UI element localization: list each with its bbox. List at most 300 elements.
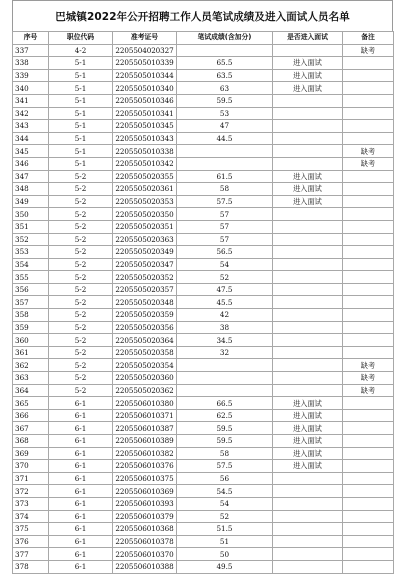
serial-no-cell: 340 bbox=[13, 82, 49, 95]
table-row bbox=[13, 523, 394, 536]
written-score-cell: 56 bbox=[177, 472, 273, 485]
remarks-cell bbox=[343, 510, 394, 523]
ticket-number-cell: 2205505020349 bbox=[113, 246, 177, 259]
written-score-cell: 47 bbox=[177, 120, 273, 133]
written-score-cell: 58 bbox=[177, 447, 273, 460]
serial-no-cell: 344 bbox=[13, 132, 49, 145]
remarks-cell bbox=[343, 422, 394, 435]
serial-no-cell: 375 bbox=[13, 523, 49, 536]
written-score-cell: 51.5 bbox=[177, 523, 273, 536]
results-table bbox=[12, 31, 394, 574]
interview-status-cell bbox=[273, 384, 343, 397]
interview-status-cell bbox=[273, 523, 343, 536]
written-score-cell: 57 bbox=[177, 208, 273, 221]
interview-status-cell bbox=[273, 44, 343, 57]
position-code-cell: 6-1 bbox=[49, 409, 113, 422]
interview-status-cell: 进入面试 bbox=[273, 460, 343, 473]
ticket-number-cell: 2205506010376 bbox=[113, 460, 177, 473]
remarks-cell bbox=[343, 535, 394, 548]
table-row bbox=[13, 120, 394, 133]
serial-no-cell: 368 bbox=[13, 435, 49, 448]
remarks-cell bbox=[343, 334, 394, 347]
ticket-number-cell: 2205505020352 bbox=[113, 271, 177, 284]
written-score-cell: 58 bbox=[177, 183, 273, 196]
position-code-cell: 5-2 bbox=[49, 233, 113, 246]
ticket-number-cell: 2205505020348 bbox=[113, 296, 177, 309]
header-written-score: 笔试成绩(含加分) bbox=[177, 32, 273, 45]
table-row bbox=[13, 183, 394, 196]
interview-status-cell bbox=[273, 208, 343, 221]
table-row bbox=[13, 283, 394, 296]
position-code-cell: 5-1 bbox=[49, 82, 113, 95]
position-code-cell: 5-2 bbox=[49, 346, 113, 359]
table-row bbox=[13, 220, 394, 233]
table-row bbox=[13, 560, 394, 573]
remarks-cell bbox=[343, 397, 394, 410]
interview-status-cell bbox=[273, 233, 343, 246]
header-interview-status: 是否进入面试 bbox=[273, 32, 343, 45]
interview-status-cell bbox=[273, 220, 343, 233]
position-code-cell: 5-2 bbox=[49, 220, 113, 233]
interview-status-cell bbox=[273, 560, 343, 573]
position-code-cell: 6-1 bbox=[49, 435, 113, 448]
ticket-number-cell: 2205504020327 bbox=[113, 44, 177, 57]
table-header bbox=[13, 32, 394, 45]
remarks-cell bbox=[343, 548, 394, 561]
position-code-cell: 6-1 bbox=[49, 497, 113, 510]
remarks-cell bbox=[343, 523, 394, 536]
serial-no-cell: 351 bbox=[13, 220, 49, 233]
table-row bbox=[13, 447, 394, 460]
table-row bbox=[13, 460, 394, 473]
table-row bbox=[13, 422, 394, 435]
table-row bbox=[13, 472, 394, 485]
remarks-cell: 缺考 bbox=[343, 145, 394, 158]
position-code-cell: 5-1 bbox=[49, 120, 113, 133]
remarks-cell bbox=[343, 472, 394, 485]
table-row bbox=[13, 69, 394, 82]
serial-no-cell: 341 bbox=[13, 94, 49, 107]
written-score-cell: 32 bbox=[177, 346, 273, 359]
interview-status-cell: 进入面试 bbox=[273, 82, 343, 95]
serial-no-cell: 361 bbox=[13, 346, 49, 359]
table-row bbox=[13, 271, 394, 284]
remarks-cell bbox=[343, 485, 394, 498]
position-code-cell: 5-2 bbox=[49, 208, 113, 221]
written-score-cell bbox=[177, 372, 273, 385]
serial-no-cell: 346 bbox=[13, 157, 49, 170]
written-score-cell: 34.5 bbox=[177, 334, 273, 347]
interview-status-cell: 进入面试 bbox=[273, 170, 343, 183]
serial-no-cell: 365 bbox=[13, 397, 49, 410]
table-row bbox=[13, 94, 394, 107]
remarks-cell bbox=[343, 296, 394, 309]
interview-status-cell bbox=[273, 485, 343, 498]
interview-status-cell bbox=[273, 120, 343, 133]
table-row bbox=[13, 548, 394, 561]
remarks-cell bbox=[343, 460, 394, 473]
ticket-number-cell: 2205505010343 bbox=[113, 132, 177, 145]
serial-no-cell: 345 bbox=[13, 145, 49, 158]
interview-status-cell: 进入面试 bbox=[273, 397, 343, 410]
ticket-number-cell: 2205505020363 bbox=[113, 233, 177, 246]
written-score-cell: 65.5 bbox=[177, 57, 273, 70]
ticket-number-cell: 2205505010345 bbox=[113, 120, 177, 133]
serial-no-cell: 359 bbox=[13, 321, 49, 334]
interview-status-cell bbox=[273, 132, 343, 145]
remarks-cell bbox=[343, 220, 394, 233]
table-row bbox=[13, 485, 394, 498]
table-row bbox=[13, 510, 394, 523]
written-score-cell bbox=[177, 359, 273, 372]
table-row bbox=[13, 170, 394, 183]
remarks-cell bbox=[343, 82, 394, 95]
interview-status-cell bbox=[273, 321, 343, 334]
remarks-cell bbox=[343, 170, 394, 183]
ticket-number-cell: 2205506010371 bbox=[113, 409, 177, 422]
table-row bbox=[13, 208, 394, 221]
remarks-cell: 缺考 bbox=[343, 157, 394, 170]
position-code-cell: 4-2 bbox=[49, 44, 113, 57]
ticket-number-cell: 2205505010344 bbox=[113, 69, 177, 82]
written-score-cell: 57.5 bbox=[177, 460, 273, 473]
written-score-cell: 61.5 bbox=[177, 170, 273, 183]
serial-no-cell: 349 bbox=[13, 195, 49, 208]
serial-no-cell: 364 bbox=[13, 384, 49, 397]
interview-status-cell: 进入面试 bbox=[273, 183, 343, 196]
serial-no-cell: 342 bbox=[13, 107, 49, 120]
remarks-cell bbox=[343, 409, 394, 422]
serial-no-cell: 371 bbox=[13, 472, 49, 485]
position-code-cell: 6-1 bbox=[49, 535, 113, 548]
serial-no-cell: 373 bbox=[13, 497, 49, 510]
remarks-cell bbox=[343, 57, 394, 70]
remarks-cell bbox=[343, 258, 394, 271]
remarks-cell bbox=[343, 94, 394, 107]
written-score-cell: 49.5 bbox=[177, 560, 273, 573]
serial-no-cell: 362 bbox=[13, 359, 49, 372]
ticket-number-cell: 2205505010338 bbox=[113, 145, 177, 158]
ticket-number-cell: 2205505020362 bbox=[113, 384, 177, 397]
position-code-cell: 5-2 bbox=[49, 334, 113, 347]
position-code-cell: 6-1 bbox=[49, 460, 113, 473]
ticket-number-cell: 2205506010387 bbox=[113, 422, 177, 435]
ticket-number-cell: 2205505020356 bbox=[113, 321, 177, 334]
position-code-cell: 5-2 bbox=[49, 195, 113, 208]
interview-status-cell bbox=[273, 309, 343, 322]
ticket-number-cell: 2205505020357 bbox=[113, 283, 177, 296]
serial-no-cell: 372 bbox=[13, 485, 49, 498]
serial-no-cell: 347 bbox=[13, 170, 49, 183]
remarks-cell bbox=[343, 246, 394, 259]
interview-status-cell bbox=[273, 145, 343, 158]
table-body bbox=[13, 44, 394, 573]
interview-status-cell bbox=[273, 258, 343, 271]
serial-no-cell: 343 bbox=[13, 120, 49, 133]
ticket-number-cell: 2205506010369 bbox=[113, 485, 177, 498]
remarks-cell: 缺考 bbox=[343, 372, 394, 385]
header-remarks: 备注 bbox=[343, 32, 394, 45]
written-score-cell: 54.5 bbox=[177, 485, 273, 498]
remarks-cell bbox=[343, 208, 394, 221]
remarks-cell bbox=[343, 560, 394, 573]
remarks-cell: 缺考 bbox=[343, 359, 394, 372]
header-position-code: 职位代码 bbox=[49, 32, 113, 45]
position-code-cell: 6-1 bbox=[49, 523, 113, 536]
table-row bbox=[13, 57, 394, 70]
written-score-cell: 51 bbox=[177, 535, 273, 548]
written-score-cell: 53 bbox=[177, 107, 273, 120]
ticket-number-cell: 2205506010388 bbox=[113, 560, 177, 573]
serial-no-cell: 377 bbox=[13, 548, 49, 561]
written-score-cell: 52 bbox=[177, 510, 273, 523]
remarks-cell bbox=[343, 120, 394, 133]
interview-status-cell bbox=[273, 535, 343, 548]
ticket-number-cell: 2205505020358 bbox=[113, 346, 177, 359]
remarks-cell bbox=[343, 107, 394, 120]
table-row bbox=[13, 246, 394, 259]
position-code-cell: 5-2 bbox=[49, 283, 113, 296]
interview-status-cell bbox=[273, 107, 343, 120]
position-code-cell: 5-2 bbox=[49, 246, 113, 259]
table-row bbox=[13, 497, 394, 510]
table-row bbox=[13, 296, 394, 309]
written-score-cell: 63.5 bbox=[177, 69, 273, 82]
ticket-number-cell: 2205506010368 bbox=[113, 523, 177, 536]
written-score-cell: 57.5 bbox=[177, 195, 273, 208]
serial-no-cell: 374 bbox=[13, 510, 49, 523]
written-score-cell: 42 bbox=[177, 309, 273, 322]
interview-status-cell bbox=[273, 548, 343, 561]
written-score-cell: 57 bbox=[177, 233, 273, 246]
page-title: 巴城镇2022年公开招聘工作人员笔试成绩及进入面试人员名单 bbox=[12, 0, 393, 31]
table-row bbox=[13, 359, 394, 372]
ticket-number-cell: 2205505020355 bbox=[113, 170, 177, 183]
written-score-cell: 63 bbox=[177, 82, 273, 95]
ticket-number-cell: 2205505020354 bbox=[113, 359, 177, 372]
written-score-cell: 54 bbox=[177, 258, 273, 271]
table-row bbox=[13, 258, 394, 271]
interview-status-cell bbox=[273, 359, 343, 372]
serial-no-cell: 352 bbox=[13, 233, 49, 246]
written-score-cell: 66.5 bbox=[177, 397, 273, 410]
table-row bbox=[13, 346, 394, 359]
ticket-number-cell: 2205505020351 bbox=[113, 220, 177, 233]
position-code-cell: 6-1 bbox=[49, 485, 113, 498]
position-code-cell: 6-1 bbox=[49, 548, 113, 561]
ticket-number-cell: 2205505010346 bbox=[113, 94, 177, 107]
serial-no-cell: 339 bbox=[13, 69, 49, 82]
ticket-number-cell: 2205505020350 bbox=[113, 208, 177, 221]
position-code-cell: 6-1 bbox=[49, 472, 113, 485]
position-code-cell: 5-1 bbox=[49, 145, 113, 158]
remarks-cell bbox=[343, 321, 394, 334]
serial-no-cell: 358 bbox=[13, 309, 49, 322]
written-score-cell: 57 bbox=[177, 220, 273, 233]
table-row bbox=[13, 397, 394, 410]
ticket-number-cell: 2205505010341 bbox=[113, 107, 177, 120]
position-code-cell: 5-2 bbox=[49, 384, 113, 397]
ticket-number-cell: 2205506010378 bbox=[113, 535, 177, 548]
position-code-cell: 5-2 bbox=[49, 359, 113, 372]
remarks-cell bbox=[343, 183, 394, 196]
remarks-cell bbox=[343, 271, 394, 284]
remarks-cell bbox=[343, 233, 394, 246]
ticket-number-cell: 2205505020364 bbox=[113, 334, 177, 347]
serial-no-cell: 355 bbox=[13, 271, 49, 284]
ticket-number-cell: 2205505020347 bbox=[113, 258, 177, 271]
position-code-cell: 5-2 bbox=[49, 309, 113, 322]
header-serial-no: 序号 bbox=[13, 32, 49, 45]
interview-status-cell: 进入面试 bbox=[273, 409, 343, 422]
interview-status-cell: 进入面试 bbox=[273, 422, 343, 435]
interview-status-cell bbox=[273, 283, 343, 296]
interview-status-cell bbox=[273, 296, 343, 309]
position-code-cell: 5-2 bbox=[49, 183, 113, 196]
interview-status-cell: 进入面试 bbox=[273, 435, 343, 448]
table-row bbox=[13, 82, 394, 95]
ticket-number-cell: 2205505020353 bbox=[113, 195, 177, 208]
ticket-number-cell: 2205506010375 bbox=[113, 472, 177, 485]
position-code-cell: 6-1 bbox=[49, 422, 113, 435]
written-score-cell: 38 bbox=[177, 321, 273, 334]
remarks-cell bbox=[343, 132, 394, 145]
written-score-cell: 50 bbox=[177, 548, 273, 561]
remarks-cell: 缺考 bbox=[343, 44, 394, 57]
remarks-cell bbox=[343, 195, 394, 208]
table-row bbox=[13, 132, 394, 145]
ticket-number-cell: 2205506010382 bbox=[113, 447, 177, 460]
written-score-cell bbox=[177, 157, 273, 170]
serial-no-cell: 348 bbox=[13, 183, 49, 196]
serial-no-cell: 338 bbox=[13, 57, 49, 70]
serial-no-cell: 354 bbox=[13, 258, 49, 271]
table-row bbox=[13, 321, 394, 334]
interview-status-cell bbox=[273, 334, 343, 347]
ticket-number-cell: 2205506010389 bbox=[113, 435, 177, 448]
ticket-number-cell: 2205505020361 bbox=[113, 183, 177, 196]
written-score-cell bbox=[177, 145, 273, 158]
ticket-number-cell: 2205505020359 bbox=[113, 309, 177, 322]
remarks-cell bbox=[343, 309, 394, 322]
position-code-cell: 5-2 bbox=[49, 271, 113, 284]
remarks-cell bbox=[343, 497, 394, 510]
interview-status-cell bbox=[273, 372, 343, 385]
table-row bbox=[13, 157, 394, 170]
position-code-cell: 6-1 bbox=[49, 397, 113, 410]
ticket-number-cell: 2205505010342 bbox=[113, 157, 177, 170]
written-score-cell: 62.5 bbox=[177, 409, 273, 422]
written-score-cell: 44.5 bbox=[177, 132, 273, 145]
table-row bbox=[13, 44, 394, 57]
written-score-cell: 59.5 bbox=[177, 422, 273, 435]
serial-no-cell: 369 bbox=[13, 447, 49, 460]
interview-status-cell bbox=[273, 497, 343, 510]
position-code-cell: 6-1 bbox=[49, 560, 113, 573]
position-code-cell: 5-1 bbox=[49, 69, 113, 82]
serial-no-cell: 357 bbox=[13, 296, 49, 309]
ticket-number-cell: 2205505020360 bbox=[113, 372, 177, 385]
written-score-cell: 59.5 bbox=[177, 94, 273, 107]
ticket-number-cell: 2205506010370 bbox=[113, 548, 177, 561]
interview-status-cell bbox=[273, 472, 343, 485]
written-score-cell: 54 bbox=[177, 497, 273, 510]
written-score-cell: 59.5 bbox=[177, 435, 273, 448]
ticket-number-cell: 2205506010379 bbox=[113, 510, 177, 523]
table-row bbox=[13, 233, 394, 246]
position-code-cell: 5-1 bbox=[49, 107, 113, 120]
serial-no-cell: 350 bbox=[13, 208, 49, 221]
position-code-cell: 6-1 bbox=[49, 510, 113, 523]
ticket-number-cell: 2205506010393 bbox=[113, 497, 177, 510]
table-row bbox=[13, 334, 394, 347]
interview-status-cell: 进入面试 bbox=[273, 57, 343, 70]
serial-no-cell: 370 bbox=[13, 460, 49, 473]
remarks-cell bbox=[343, 69, 394, 82]
table-row bbox=[13, 409, 394, 422]
header-ticket-number: 准考证号 bbox=[113, 32, 177, 45]
remarks-cell: 缺考 bbox=[343, 384, 394, 397]
serial-no-cell: 356 bbox=[13, 283, 49, 296]
position-code-cell: 5-2 bbox=[49, 321, 113, 334]
serial-no-cell: 378 bbox=[13, 560, 49, 573]
table-row bbox=[13, 195, 394, 208]
remarks-cell bbox=[343, 346, 394, 359]
table-row bbox=[13, 145, 394, 158]
serial-no-cell: 363 bbox=[13, 372, 49, 385]
ticket-number-cell: 2205506010380 bbox=[113, 397, 177, 410]
interview-status-cell bbox=[273, 346, 343, 359]
interview-status-cell: 进入面试 bbox=[273, 447, 343, 460]
ticket-number-cell: 2205505010340 bbox=[113, 82, 177, 95]
remarks-cell bbox=[343, 435, 394, 448]
interview-status-cell: 进入面试 bbox=[273, 69, 343, 82]
serial-no-cell: 353 bbox=[13, 246, 49, 259]
table-row bbox=[13, 309, 394, 322]
position-code-cell: 5-2 bbox=[49, 258, 113, 271]
remarks-cell bbox=[343, 283, 394, 296]
written-score-cell: 45.5 bbox=[177, 296, 273, 309]
interview-status-cell bbox=[273, 271, 343, 284]
position-code-cell: 5-1 bbox=[49, 94, 113, 107]
position-code-cell: 5-2 bbox=[49, 170, 113, 183]
interview-status-cell: 进入面试 bbox=[273, 195, 343, 208]
remarks-cell bbox=[343, 447, 394, 460]
serial-no-cell: 376 bbox=[13, 535, 49, 548]
table-row bbox=[13, 107, 394, 120]
header-row bbox=[13, 32, 394, 45]
serial-no-cell: 337 bbox=[13, 44, 49, 57]
written-score-cell: 56.5 bbox=[177, 246, 273, 259]
written-score-cell bbox=[177, 44, 273, 57]
written-score-cell: 52 bbox=[177, 271, 273, 284]
position-code-cell: 5-2 bbox=[49, 296, 113, 309]
position-code-cell: 5-1 bbox=[49, 57, 113, 70]
ticket-number-cell: 2205505010339 bbox=[113, 57, 177, 70]
interview-status-cell bbox=[273, 246, 343, 259]
serial-no-cell: 360 bbox=[13, 334, 49, 347]
position-code-cell: 6-1 bbox=[49, 447, 113, 460]
table-row bbox=[13, 384, 394, 397]
serial-no-cell: 367 bbox=[13, 422, 49, 435]
table-row bbox=[13, 372, 394, 385]
serial-no-cell: 366 bbox=[13, 409, 49, 422]
written-score-cell bbox=[177, 384, 273, 397]
position-code-cell: 5-1 bbox=[49, 157, 113, 170]
interview-status-cell bbox=[273, 510, 343, 523]
written-score-cell: 47.5 bbox=[177, 283, 273, 296]
table-row bbox=[13, 435, 394, 448]
